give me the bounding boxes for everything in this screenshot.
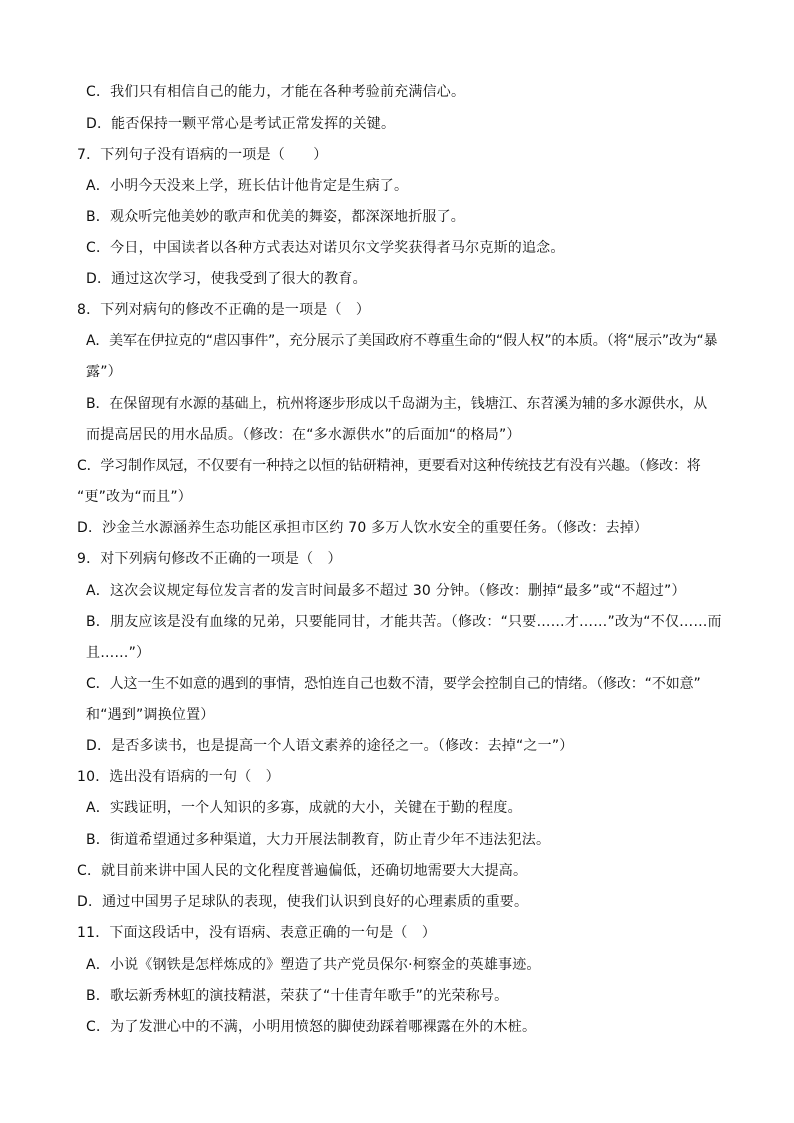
option-10c: C．就目前来讲中国人民的文化程度普遍偏低，还确切地需要大大提高。 <box>77 863 528 879</box>
option-8a-wrap: 露”） <box>86 364 122 380</box>
option-10d: D．通过中国男子足球队的表现，使我们认识到良好的心理素质的重要。 <box>77 894 529 910</box>
option-10b: B．街道希望通过多种渠道，大力开展法制教育，防止青少年不违法犯法。 <box>86 832 551 848</box>
question-11: 11．下面这段话中，没有语病、表意正确的一句是（ ） <box>77 925 437 941</box>
option-11a: A．小说《钢铁是怎样炼成的》塑造了共产党员保尔·柯察金的英雄事迹。 <box>86 957 541 973</box>
option-11c: C．为了发泄心中的不满，小明用愤怒的脚使劲踩着哪裸露在外的木桩。 <box>86 1019 537 1035</box>
option-11b: B．歌坛新秀林虹的演技精湛，荣获了“十佳青年歌手”的光荣称号。 <box>86 988 509 1004</box>
option-9b-wrap: 且……”） <box>86 645 151 661</box>
option-7b: B．观众听完他美妙的歌声和优美的舞姿，都深深地折服了。 <box>86 209 466 225</box>
option-9d: D．是否多读书，也是提高一个人语文素养的途径之一。（修改：去掉“之一”） <box>86 738 574 754</box>
option-9c-wrap: 和“遇到”调换位置） <box>86 707 215 723</box>
option-9b: B．朋友应该是没有血缘的兄弟，只要能同甘，才能共苦。（修改：“只要……才……”改为“不仅……而 <box>86 614 722 630</box>
option-8b-wrap: 而提高居民的用水品质。（修改：在“多水源供水”的后面加“的格局”） <box>86 427 521 443</box>
option-8c: C．学习制作凤冠，不仅要有一种持之以恒的钻研精神，更要看对这种传统技艺有没有兴趣。（修改：将 <box>77 458 701 474</box>
option-8b: B．在保留现有水源的基础上，杭州将逐步形成以千岛湖为主，钱塘江、东苕溪为辅的多水源供水，从 <box>86 396 708 412</box>
option-8a: A．美军在伊拉克的“虐囚事件”，充分展示了美国政府不尊重生命的“假人权”的本质。（将“展示”改为“暴 <box>86 333 718 349</box>
option-7a: A．小明今天没来上学，班长估计他肯定是生病了。 <box>86 178 409 194</box>
option-10a: A．实践证明，一个人知识的多寡，成就的大小，关键在于勤的程度。 <box>86 800 522 816</box>
option-7c: C．今日，中国读者以各种方式表达对诺贝尔文学奖获得者马尔克斯的追念。 <box>86 240 565 256</box>
question-10: 10．选出没有语病的一句（ ） <box>77 769 280 785</box>
option-9a: A．这次会议规定每位发言者的发言时间最多不超过 30 分钟。（修改：删掉“最多”或“不超过”） <box>86 583 686 599</box>
question-8: 8．下列对病句的修改不正确的是一项是（ ） <box>77 302 371 318</box>
option-9c: C．人这一生不如意的遇到的事情，恐怕连自己也数不清，要学会控制自己的情绪。（修改：“不如意” <box>86 676 701 692</box>
option-6d: D．能否保持一颗平常心是考试正常发挥的关键。 <box>86 116 396 132</box>
option-7d: D．通过这次学习，使我受到了很大的教育。 <box>86 271 367 287</box>
option-8d: D．沙金兰水源涵养生态功能区承担市区约 70 多万人饮水安全的重要任务。（修改：去掉） <box>77 520 649 536</box>
question-9: 9．对下列病句修改不正确的一项是（ ） <box>77 551 342 567</box>
option-6c: C．我们只有相信自己的能力，才能在各种考验前充满信心。 <box>86 84 466 100</box>
question-7: 7．下列句子没有语病的一项是（ ） <box>77 147 328 163</box>
option-8c-wrap: “更”改为“而且”） <box>77 489 193 505</box>
